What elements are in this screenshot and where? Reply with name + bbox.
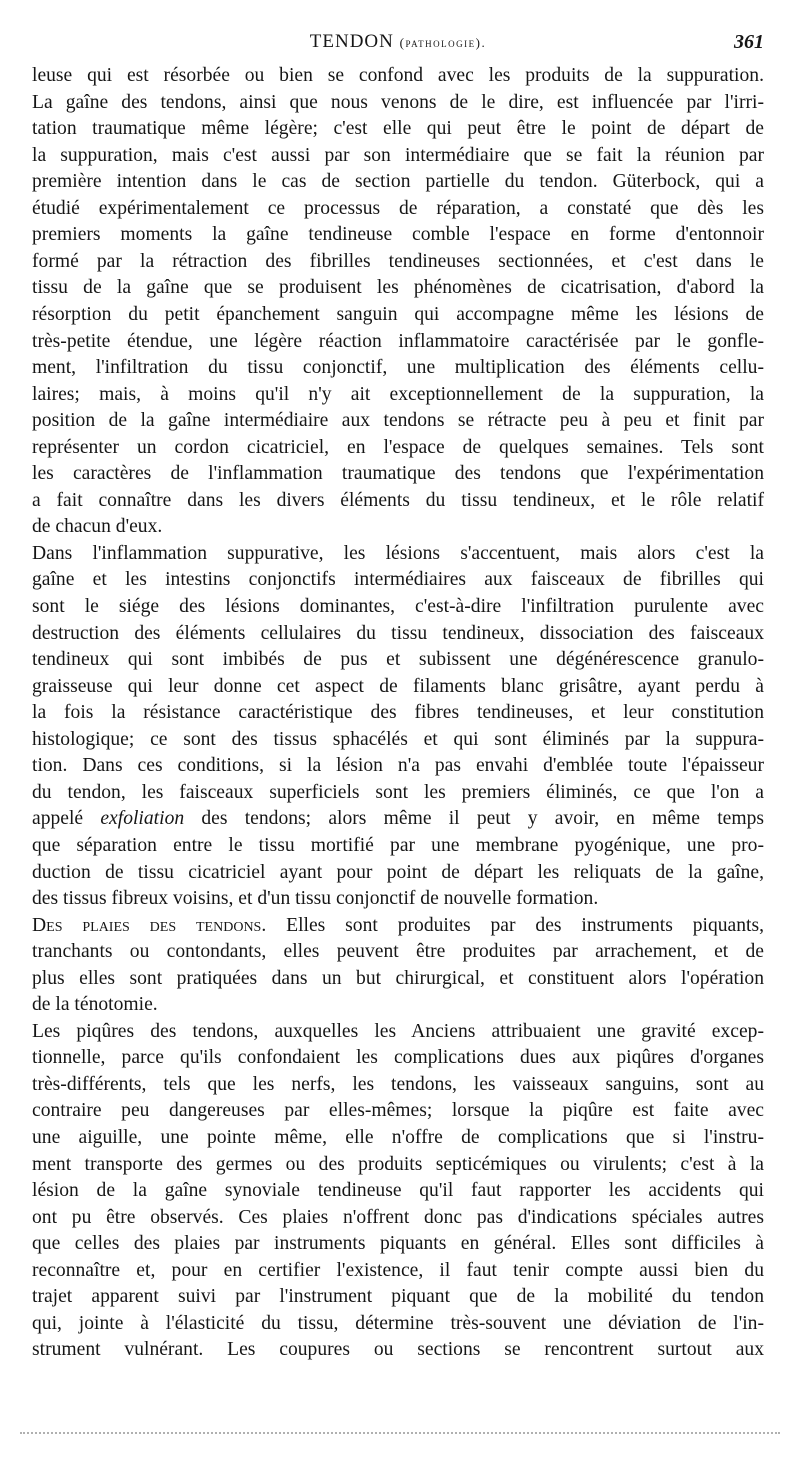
text-line: formé par la rétraction des fibrilles tendineuses sectionnées, et c'est dans le bbox=[32, 250, 764, 272]
text-line: lésion de la gaîne synoviale tendineuse qu'il faut rapporter les accidents qui bbox=[32, 1180, 764, 1202]
text-line: très-différents, tels que les nerfs, les tendons, les vaisseaux sanguins, sont au bbox=[32, 1073, 764, 1095]
text-line: étudié expérimentalement ce processus de réparation, a constaté que dès les bbox=[32, 197, 764, 219]
text-line: tranchants ou contondants, elles peuvent être produites par arrachement, et de bbox=[32, 941, 764, 963]
running-title-sub: (pathologie). bbox=[399, 35, 487, 50]
text-line: de chacun d'eux. bbox=[32, 516, 163, 538]
bottom-dotted-rule bbox=[20, 1432, 780, 1435]
text-line: première intention dans le cas de section partielle du tendon. Güterbock, qui a bbox=[32, 171, 764, 193]
text-line: tissu de la gaîne que se produisent les phénomènes de cicatrisation, d'abord la bbox=[32, 277, 764, 299]
text-line: du tendon, les faisceaux superficiels sont les premiers éliminés, ce que l'on a bbox=[32, 781, 764, 803]
page-number: 361 bbox=[734, 31, 764, 53]
text-line: histologique; ce sont des tissus sphacélés et qui sont éliminés par la suppura- bbox=[32, 728, 764, 750]
text-line: une aiguille, une pointe même, elle n'offre de complications que si l'instru- bbox=[32, 1127, 764, 1148]
running-header bbox=[32, 27, 764, 61]
text-line: reconnaître et, pour en certifier l'existence, il faut tenir compte aussi bien du bbox=[32, 1259, 764, 1281]
text-line: destruction des éléments cellulaires du tissu tendineux, dissociation des faisceaux bbox=[32, 622, 764, 644]
text-line: représenter un cordon cicatriciel, en l'espace de quelques semaines. Tels sont bbox=[32, 436, 764, 458]
text-line: des tissus fibreux voisins, et d'un tissu conjonctif de nouvelle formation. bbox=[32, 888, 599, 910]
text-line: Les piqûres des tendons, auxquelles les Anciens attribuaient une gravité excep- bbox=[32, 1020, 764, 1042]
text-line: La gaîne des tendons, ainsi que nous venons de le dire, est influencée par l'irri- bbox=[32, 91, 764, 113]
text-line: tion. Dans ces conditions, si la lésion n'a pas envahi d'emblée toute l'épaisseur bbox=[32, 755, 764, 777]
text-line: ment, l'infiltration du tissu conjonctif, une multiplication des éléments cellu- bbox=[32, 357, 764, 379]
text-line: trajet apparent suivi par l'instrument piquant que de la mobilité du tendon bbox=[32, 1286, 764, 1308]
text-line: gaîne et les intestins conjonctifs intermédiaires aux faisceaux de fibrilles qui bbox=[32, 569, 764, 591]
text-line: strument vulnérant. Les coupures ou sections se rencontrent surtout aux bbox=[32, 1339, 764, 1361]
text-line: tendineux qui sont imbibés de pus et subissent une dégénérescence granulo- bbox=[32, 649, 764, 671]
text-line: duction de tissu cicatriciel ayant pour point de départ les reliquats de la gaîne, bbox=[32, 861, 764, 883]
text-line: leuse qui est résorbée ou bien se confond avec les produits de la suppuration. bbox=[32, 65, 764, 86]
text-line: contraire peu dangereuses par elles-mêmes; lorsque la piqûre est faite avec bbox=[32, 1100, 764, 1122]
text-line: de la ténotomie. bbox=[32, 994, 158, 1016]
text-line: Des plaies des tendons. Elles sont produites par des instruments piquants, bbox=[32, 914, 765, 936]
text-line: résorption du petit épanchement sanguin qui accompagne même les lésions de bbox=[32, 303, 764, 325]
text-line: tionnelle, parce qu'ils confondaient les complications dues aux piqûres d'organes bbox=[32, 1047, 764, 1069]
running-title bbox=[32, 31, 764, 53]
text-line: tation traumatique même légère; c'est elle qui peut être le point de départ de bbox=[32, 118, 764, 140]
text-line: plus elles sont pratiquées dans un but chirurgical, et constituent alors l'opération bbox=[32, 967, 764, 989]
text-line: la fois la résistance caractéristique des fibres tendineuses, et leur constitution bbox=[32, 702, 764, 724]
text-line: appelé exfoliation des tendons; alors même il peut y avoir, en même temps bbox=[32, 808, 765, 830]
text-line: a fait connaître dans les divers éléments du tissu tendineux, et le rôle relatif bbox=[32, 489, 764, 511]
text-line: très-petite étendue, une légère réaction inflammatoire caractérisée par le gonfle- bbox=[32, 330, 764, 352]
section-heading: Des plaies des tendons. bbox=[32, 914, 267, 936]
text-line: que séparation entre le tissu mortifié par une membrane pyogénique, une pro- bbox=[32, 834, 764, 856]
italic-term: exfoliation bbox=[100, 808, 185, 830]
text-line: graisseuse qui leur donne cet aspect de filaments blanc grisâtre, ayant perdu à bbox=[32, 675, 764, 697]
text-line: qui, jointe à l'élasticité du tissu, détermine très-souvent une déviation de l'in- bbox=[32, 1312, 764, 1334]
text-line: premiers moments la gaîne tendineuse comble l'espace en forme d'entonnoir bbox=[32, 224, 764, 246]
text-line: sont le siége des lésions dominantes, c'est-à-dire l'infiltration purulente avec bbox=[32, 596, 764, 617]
text-line: les caractères de l'inflammation traumatique des tendons que l'expérimentation bbox=[32, 463, 764, 485]
running-title-main: TENDON bbox=[309, 31, 394, 52]
text-line: la suppuration, mais c'est aussi par son intermédiaire que se fait la réunion par bbox=[32, 144, 764, 166]
text-line: que celles des plaies par instruments piquants en général. Elles sont difficiles à bbox=[32, 1233, 764, 1255]
text-line: laires; mais, à moins qu'il n'y ait exceptionnellement de la suppuration, la bbox=[32, 383, 764, 405]
text-line: ont pu être observés. Ces plaies n'offrent donc pas d'indications spéciales autres bbox=[32, 1206, 764, 1228]
text-line: position de la gaîne intermédiaire aux tendons se rétracte peu à peu et finit par bbox=[32, 410, 764, 432]
text-line: ment transporte des germes ou des produits septicémiques ou virulents; c'est à la bbox=[32, 1153, 764, 1175]
text-line: Dans l'inflammation suppurative, les lésions s'accentuent, mais alors c'est la bbox=[32, 542, 764, 564]
